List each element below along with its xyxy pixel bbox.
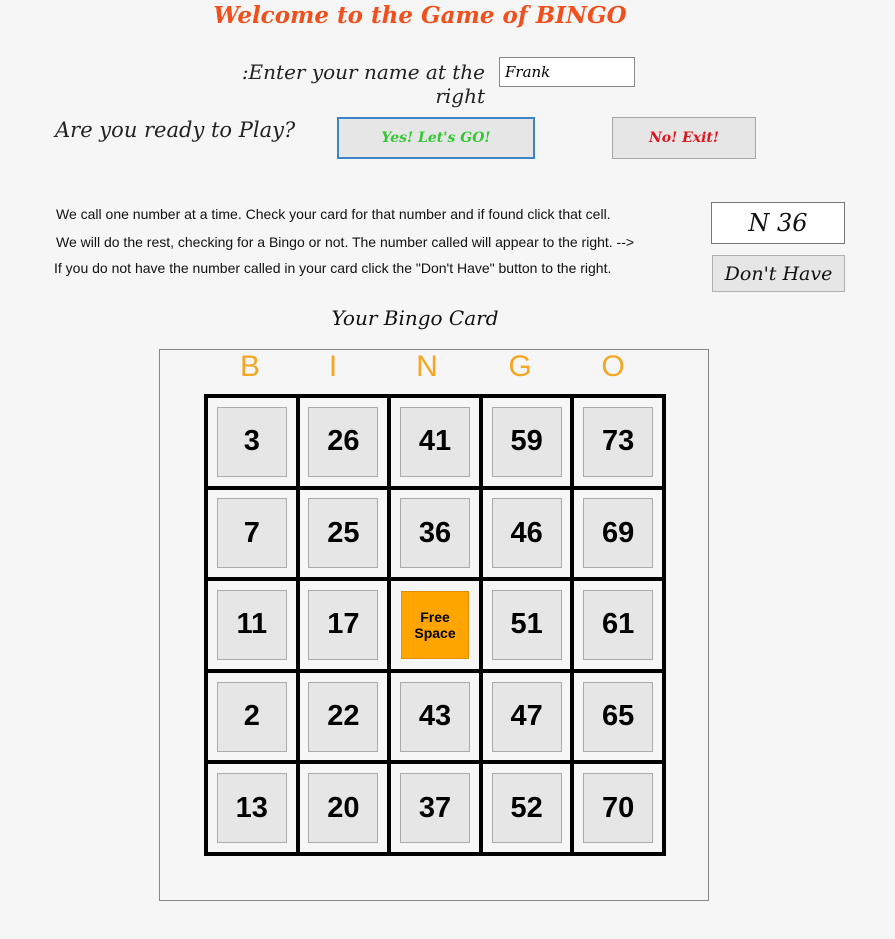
bingo-grid xyxy=(204,394,666,856)
page-title: Welcome to the Game of BINGO xyxy=(213,2,627,29)
bingo-cell[interactable]: 2 xyxy=(217,682,287,752)
name-input[interactable] xyxy=(499,57,635,87)
free-space-cell[interactable] xyxy=(401,591,469,659)
bingo-cell[interactable]: 37 xyxy=(400,773,470,843)
bingo-cell[interactable]: 65 xyxy=(583,682,653,752)
bingo-cell[interactable]: 11 xyxy=(217,590,287,660)
name-prompt: :Enter your name at the right xyxy=(241,60,485,108)
bingo-cell[interactable]: 43 xyxy=(400,682,470,752)
bingo-cell[interactable]: 52 xyxy=(492,773,562,843)
instruction-line: We call one number at a time. Check your card for that number and if found click that cell. xyxy=(56,206,611,222)
header-letter-b: B xyxy=(239,350,260,383)
bingo-cell[interactable]: 41 xyxy=(400,407,470,477)
bingo-cell[interactable]: 20 xyxy=(308,773,378,843)
dont-have-button[interactable]: Don't Have xyxy=(712,255,845,292)
instruction-line: We will do the rest, checking for a Bingo or not. The number called will appear to the right. --> xyxy=(56,234,635,250)
card-title: Your Bingo Card xyxy=(331,306,499,330)
bingo-cell[interactable]: 46 xyxy=(492,498,562,568)
free-space-label: Space xyxy=(414,624,456,641)
bingo-cell[interactable]: 7 xyxy=(217,498,287,568)
bingo-cell[interactable]: 73 xyxy=(583,407,653,477)
bingo-cell[interactable]: 13 xyxy=(217,773,287,843)
called-number-display: N 36 xyxy=(711,202,845,244)
bingo-cell[interactable]: 47 xyxy=(492,682,562,752)
header-letter-i: I xyxy=(328,350,338,383)
bingo-cell[interactable]: 61 xyxy=(583,590,653,660)
no-exit-button[interactable]: No! Exit! xyxy=(612,117,756,159)
bingo-cell[interactable]: 36 xyxy=(400,498,470,568)
ready-prompt: Are you ready to Play? xyxy=(55,118,296,142)
bingo-cell[interactable]: 69 xyxy=(583,498,653,568)
bingo-cell[interactable]: 70 xyxy=(583,773,653,843)
bingo-cell[interactable]: 26 xyxy=(308,407,378,477)
free-space-label: Free xyxy=(420,608,450,625)
instruction-line: If you do not have the number called in your card click the "Don't Have" button to the right. xyxy=(54,260,612,276)
bingo-cell[interactable]: 22 xyxy=(308,682,378,752)
yes-lets-go-button[interactable]: Yes! Let's GO! xyxy=(337,117,535,159)
header-letter-n: N xyxy=(416,350,438,383)
header-letter-o: O xyxy=(601,350,625,383)
bingo-cell[interactable]: 25 xyxy=(308,498,378,568)
bingo-cell[interactable]: 17 xyxy=(308,590,378,660)
bingo-cell[interactable]: 51 xyxy=(492,590,562,660)
header-letter-g: G xyxy=(508,350,532,383)
bingo-cell[interactable]: 3 xyxy=(217,407,287,477)
bingo-cell[interactable]: 59 xyxy=(492,407,562,477)
